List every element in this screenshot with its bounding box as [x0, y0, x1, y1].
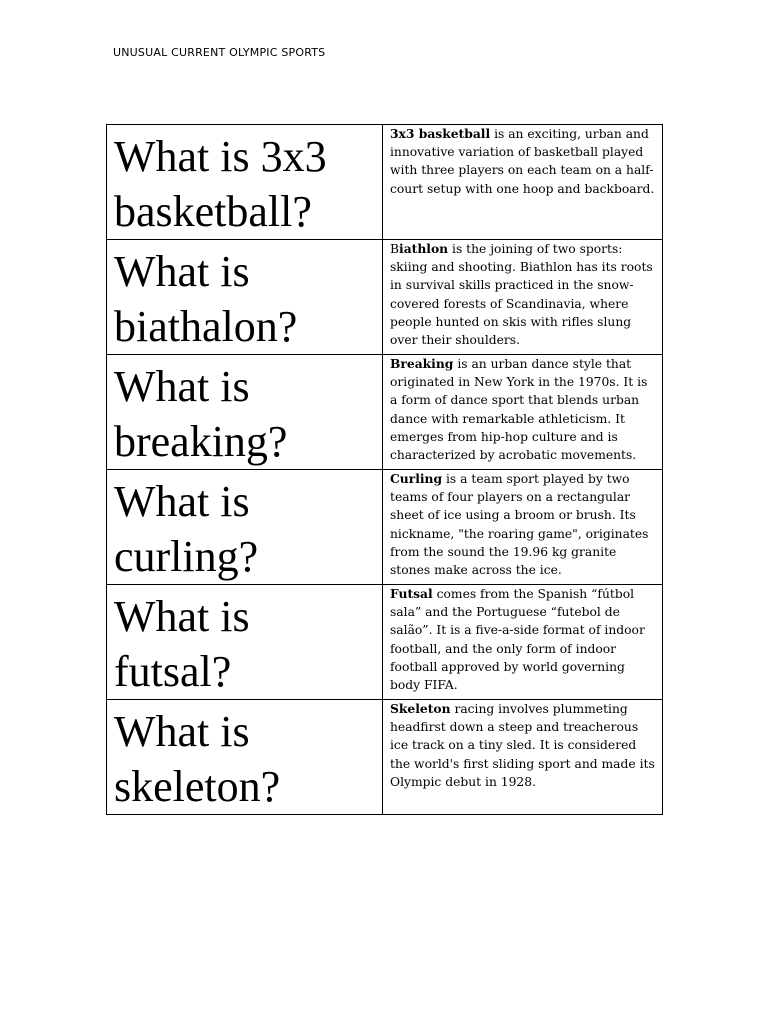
- question-line: basketball?: [114, 187, 312, 236]
- question-cell: [107, 585, 383, 700]
- sports-card-table: [106, 124, 663, 815]
- question-cell: [107, 470, 383, 585]
- question-line: biathalon?: [114, 302, 298, 351]
- question-line: What is: [114, 362, 250, 411]
- answer-text: is a team sport played by two teams of four players on a rectangular sheet of ice using a broom or brush. Its nickname, "the roaring game", originates from the sound the 19.96 kg granite stones make across the ice.: [390, 472, 649, 578]
- question-cell: [107, 700, 383, 815]
- question-line: What is: [114, 247, 250, 296]
- answer-cell: [383, 470, 663, 585]
- table-row: [107, 125, 663, 240]
- table-row: [107, 700, 663, 815]
- table-row: [107, 240, 663, 355]
- answer-cell: [383, 700, 663, 815]
- answer-term: Futsal: [390, 586, 433, 601]
- answer-text: is an urban dance style that originated in New York in the 1970s. It is a form of dance sport that blends urban dance with remarkable athleticism. It emerges from hip-hop culture and is characterized by acrobatic movements.: [390, 357, 648, 463]
- answer-text: racing involves plummeting headfirst down a steep and treacherous ice track on a tiny sled. It is considered the world's first sliding sport and made its Olympic debut in 1928.: [390, 702, 655, 789]
- question-line: futsal?: [114, 647, 232, 696]
- answer-cell: [383, 585, 663, 700]
- question-line: curling?: [114, 532, 259, 581]
- answer-term: iathlon: [399, 241, 449, 256]
- table-row: [107, 470, 663, 585]
- table-row: [107, 585, 663, 700]
- question-line: What is: [114, 477, 250, 526]
- question-cell: [107, 240, 383, 355]
- answer-cell: [383, 240, 663, 355]
- question-cell: [107, 355, 383, 470]
- answer-term: Breaking: [390, 356, 454, 371]
- answer-prefix: B: [390, 242, 400, 256]
- table-row: [107, 355, 663, 470]
- question-line: What is: [114, 707, 250, 756]
- answer-text: comes from the Spanish “fútbol sala” and the Portuguese “futebol de salão”. It is a five-a-side format of indoor football, and the only form of indoor football approved by world governing body FIFA.: [390, 587, 645, 693]
- question-line: skeleton?: [114, 762, 281, 811]
- question-line: breaking?: [114, 417, 288, 466]
- answer-cell: [383, 125, 663, 240]
- question-line: What is: [114, 592, 250, 641]
- answer-text: is an exciting, urban and innovative variation of basketball played with three players on each team on a half-court setup with one hoop and backboard.: [390, 127, 655, 196]
- question-cell: [107, 125, 383, 240]
- answer-term: Curling: [390, 471, 443, 486]
- answer-term: 3x3 basketball: [390, 126, 491, 141]
- answer-term: Skeleton: [390, 701, 451, 716]
- question-line: What is 3x3: [114, 132, 327, 181]
- document-header: UNUSUAL CURRENT OLYMPIC SPORTS: [113, 46, 326, 59]
- answer-cell: [383, 355, 663, 470]
- answer-text: is the joining of two sports: skiing and shooting. Biathlon has its roots in survival skills practiced in the snow-covered forests of Scandinavia, where people hunted on skis with rifles slung over their shoulders.: [390, 242, 653, 348]
